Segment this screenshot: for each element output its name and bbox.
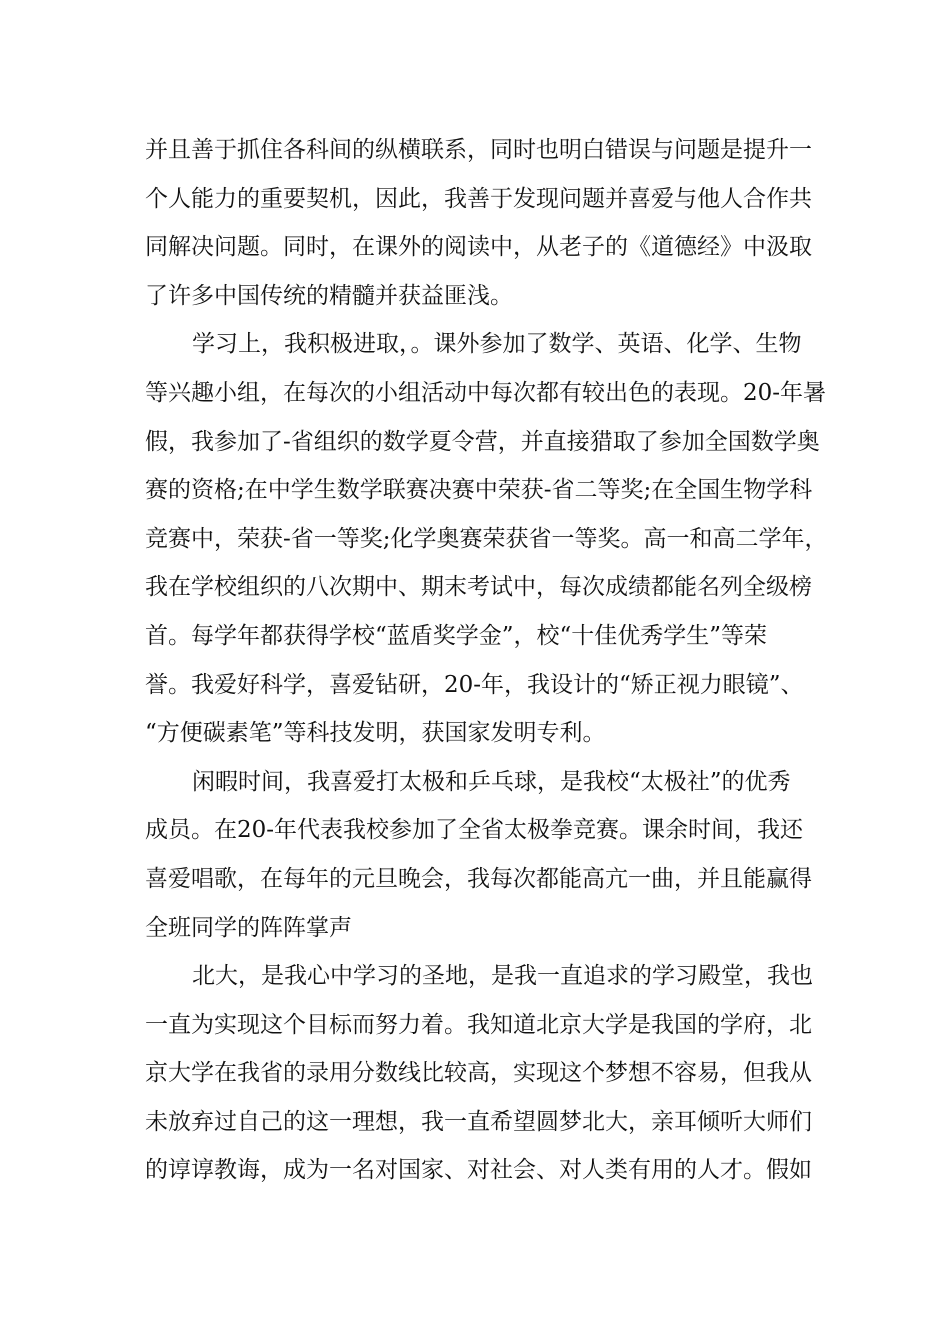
paragraph-4-line-4: 未放弃过自己的这一理想，我一直希望圆梦北大，亲耳倾听大师们 — [145, 1108, 812, 1135]
paragraph-2-line-8: 誉。我爱好科学，喜爱钻研，20-年，我设计的“矫正视力眼镜”、 — [145, 671, 804, 698]
paragraph-4-line-5: 的谆谆教诲，成为一名对国家、对社会、对人类有用的人才。假如 — [145, 1157, 812, 1184]
paragraph-2-line-1: 学习上，我积极进取，。课外参加了数学、英语、化学、生物 — [192, 331, 802, 358]
paragraph-3-line-3: 喜爱唱歌，在每年的元旦晚会，我每次都能高亢一曲，并且能赢得 — [145, 865, 812, 892]
paragraph-2-line-6: 我在学校组织的八次期中、期末考试中，每次成绩都能名列全级榜 — [145, 574, 812, 601]
paragraph-4-line-1: 北大，是我心中学习的圣地，是我一直追求的学习殿堂，我也 — [192, 963, 813, 990]
paragraph-2-line-2: 等兴趣小组，在每次的小组活动中每次都有较出色的表现。20-年暑 — [145, 379, 827, 406]
paragraph-3-line-1: 闲暇时间，我喜爱打太极和乒乓球，是我校“太极社”的优秀 — [192, 768, 791, 795]
paragraph-4-line-3: 京大学在我省的录用分数线比较高，实现这个梦想不容易，但我从 — [145, 1060, 812, 1087]
paragraph-2-line-3: 假，我参加了-省组织的数学夏令营，并直接猎取了参加全国数学奥 — [145, 428, 820, 455]
paragraph-2-line-4: 赛的资格;在中学生数学联赛决赛中荣获-省二等奖;在全国生物学科 — [145, 477, 813, 504]
paragraph-1-line-1: 并且善于抓住各科间的纵横联系，同时也明白错误与问题是提升一 — [145, 137, 812, 163]
paragraph-2-line-7: 首。每学年都获得学校“蓝盾奖学金”，校“十佳优秀学生”等荣 — [145, 622, 768, 649]
paragraph-1-line-3: 同解决问题。同时，在课外的阅读中，从老子的《道德经》中汲取 — [145, 234, 812, 261]
paragraph-1-line-4: 了许多中国传统的精髓并获益匪浅。 — [145, 282, 513, 309]
paragraph-3-line-2: 成员。在20-年代表我校参加了全省太极拳竞赛。课余时间，我还 — [145, 817, 804, 844]
paragraph-1-line-2: 个人能力的重要契机，因此，我善于发现问题并喜爱与他人合作共 — [145, 185, 812, 212]
paragraph-4-line-2: 一直为实现这个目标而努力着。我知道北京大学是我国的学府，北 — [145, 1011, 812, 1038]
paragraph-2-line-5: 竞赛中，荣获-省一等奖;化学奥赛荣获省一等奖。高一和高二学年， — [145, 525, 828, 552]
body-text — [145, 126, 828, 1195]
paragraph-2-line-9: “方便碳素笔”等科技发明，获国家发明专利。 — [145, 720, 606, 747]
paragraph-3-line-4: 全班同学的阵阵掌声 — [145, 914, 352, 941]
